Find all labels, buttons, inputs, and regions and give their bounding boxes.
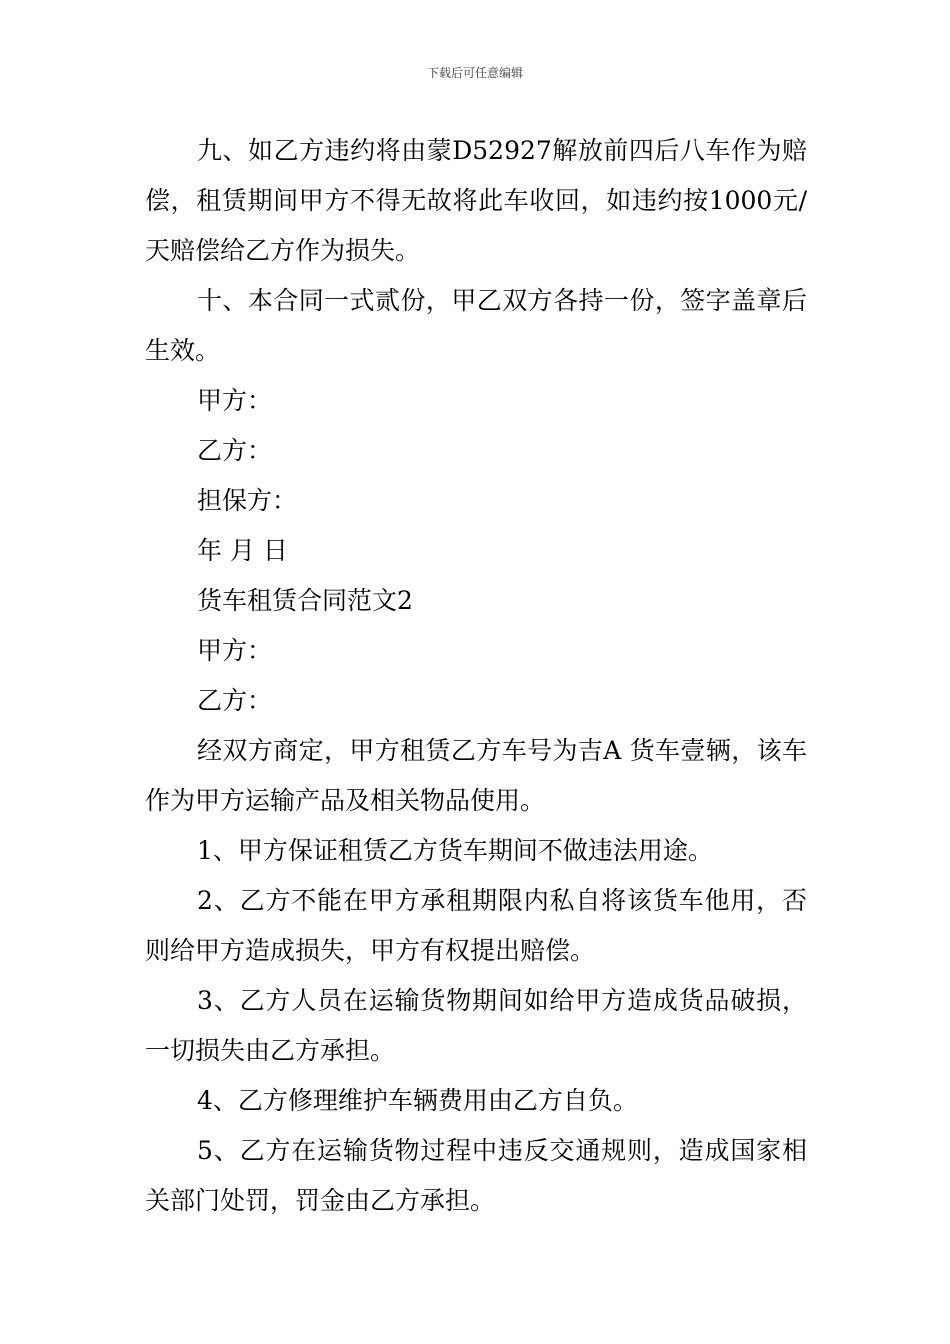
clause-10: 十、本合同一式贰份，甲乙双方各持一份，签字盖章后生效。: [145, 286, 807, 365]
party-b-line: 乙方：: [197, 686, 273, 715]
clause-3: 3、乙方人员在运输货物期间如给甲方造成货品破损，一切损失由乙方承担。: [145, 986, 807, 1065]
clause-4: 4、乙方修理维护车辆费用由乙方自负。: [197, 1086, 638, 1115]
date-line: 年 月 日: [197, 536, 288, 565]
intro-paragraph: 经双方商定，甲方租赁乙方车号为吉A 货车壹辆，该车作为甲方运输产品及相关物品使用。: [145, 736, 807, 815]
clause-9: 九、如乙方违约将由蒙D52927解放前四后八车作为赔偿，租赁期间甲方不得无故将此车收回，如违约按1000元/天赔偿给乙方作为损失。: [145, 136, 807, 265]
party-a-line: 甲方：: [197, 636, 273, 665]
section-title: 货车租赁合同范文2: [197, 586, 413, 615]
clause-2: 2、乙方不能在甲方承租期限内私自将该货车他用，否则给甲方造成损失，甲方有权提出赔偿。: [145, 886, 807, 965]
clause-1: 1、甲方保证租赁乙方货车期间不做违法用途。: [197, 836, 713, 865]
party-b-signature: 乙方：: [197, 436, 273, 465]
party-a-signature: 甲方：: [197, 386, 273, 415]
guarantor-signature: 担保方：: [197, 486, 298, 515]
document-body: [145, 126, 807, 1226]
clause-5: 5、乙方在运输货物过程中违反交通规则，造成国家相关部门处罚，罚金由乙方承担。: [145, 1136, 807, 1215]
page-header: 下载后可任意编辑: [426, 66, 523, 80]
